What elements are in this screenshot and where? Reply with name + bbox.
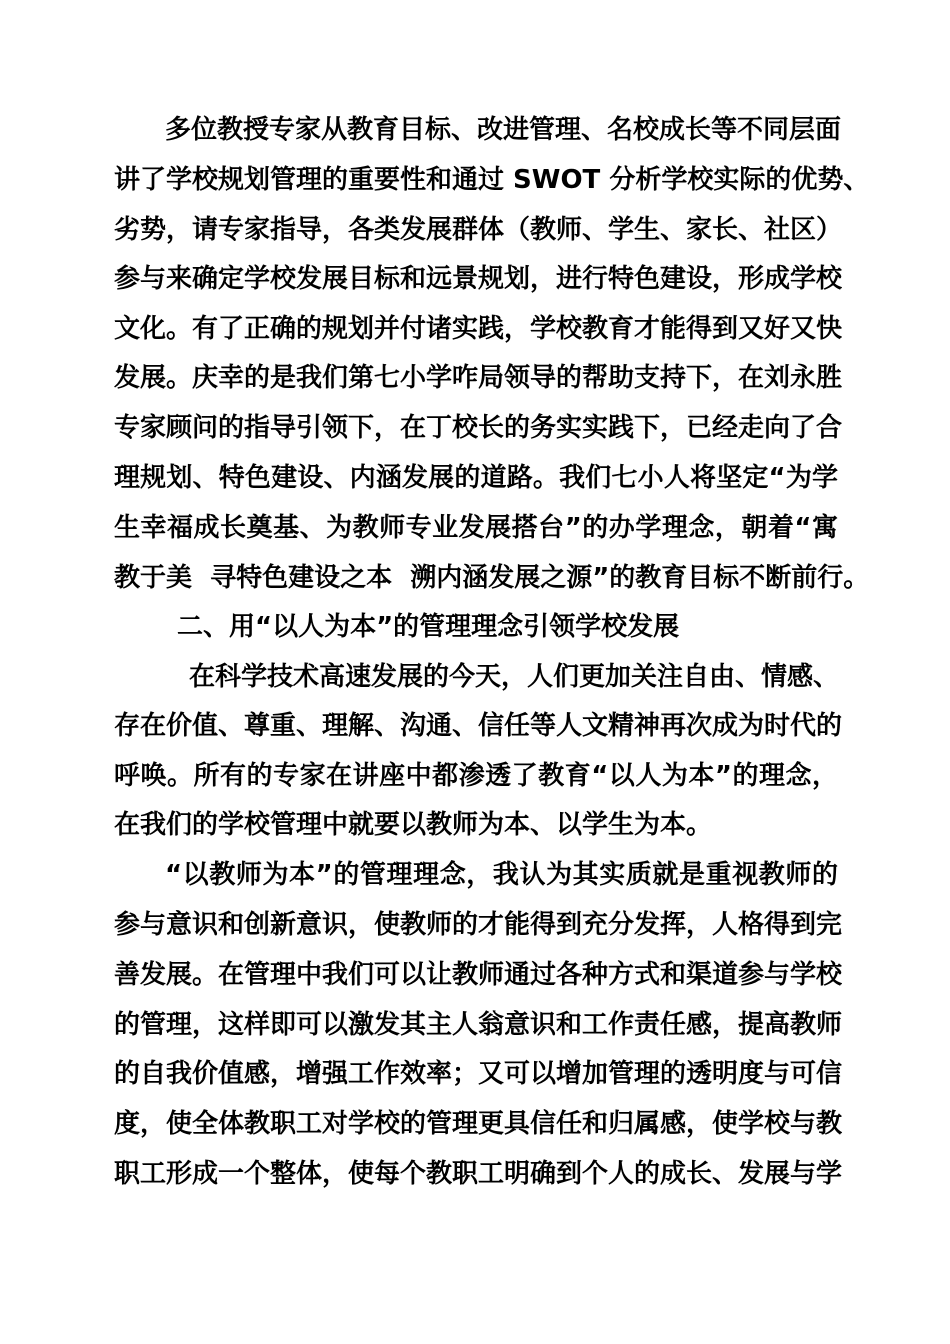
paragraph-line: 呼唤。所有的专家在讲座中都渗透了教育“以人为本”的理念， bbox=[114, 761, 838, 791]
paragraph-line: 劣势，请专家指导，各类发展群体（教师、学生、家长、社区） bbox=[114, 215, 843, 245]
paragraph-line: 多位教授专家从教育目标、改进管理、名校成长等不同层面 bbox=[165, 115, 842, 145]
paragraph-line: 理规划、特色建设、内涵发展的道路。我们七小人将坚定“为学 bbox=[114, 463, 838, 493]
paragraph-line: 生幸福成长奠基、为教师专业发展搭台”的办学理念，朝着“寓 bbox=[114, 513, 838, 543]
paragraph-line: 善发展。在管理中我们可以让教师通过各种方式和渠道参与学校 bbox=[114, 960, 843, 990]
paragraph-line: “以教师为本”的管理理念，我认为其实质就是重视教师的 bbox=[165, 860, 838, 890]
paragraph-line: 教于美 寻特色建设之本 溯内涵发展之源”的教育目标不断前行。 bbox=[114, 563, 870, 593]
paragraph-line: 发展。庆幸的是我们第七小学咋局领导的帮助支持下，在刘永胜 bbox=[114, 363, 843, 393]
paragraph-line: 在我们的学校管理中就要以教师为本、以学生为本。 bbox=[114, 810, 713, 840]
paragraph-line: 在科学技术高速发展的今天，人们更加关注自由、情感、 bbox=[189, 662, 840, 692]
paragraph-line: 讲了学校规划管理的重要性和通过 SWOT 分析学校实际的优势、 bbox=[114, 165, 870, 195]
paragraph-line: 职工形成一个整体，使每个教职工明确到个人的成长、发展与学 bbox=[114, 1159, 843, 1189]
paragraph-line: 参与来确定学校发展目标和远景规划，进行特色建设，形成学校 bbox=[114, 264, 843, 294]
paragraph-line: 参与意识和创新意识，使教师的才能得到充分发挥，人格得到完 bbox=[114, 910, 843, 940]
paragraph-line: 的自我价值感，增强工作效率；又可以增加管理的透明度与可信 bbox=[114, 1059, 843, 1089]
paragraph-line: 专家顾问的指导引领下，在丁校长的务实实践下，已经走向了合 bbox=[114, 413, 843, 443]
paragraph-line: 文化。有了正确的规划并付诸实践，学校教育才能得到又好又快 bbox=[114, 314, 843, 344]
paragraph-line: 的管理，这样即可以激发其主人翁意识和工作责任感，提高教师 bbox=[114, 1010, 843, 1040]
section-heading: 二、用“以人为本”的管理理念引领学校发展 bbox=[177, 612, 680, 642]
paragraph-line: 存在价值、尊重、理解、沟通、信任等人文精神再次成为时代的 bbox=[114, 711, 843, 741]
paragraph-line: 度，使全体教职工对学校的管理更具信任和归属感，使学校与教 bbox=[114, 1109, 843, 1139]
